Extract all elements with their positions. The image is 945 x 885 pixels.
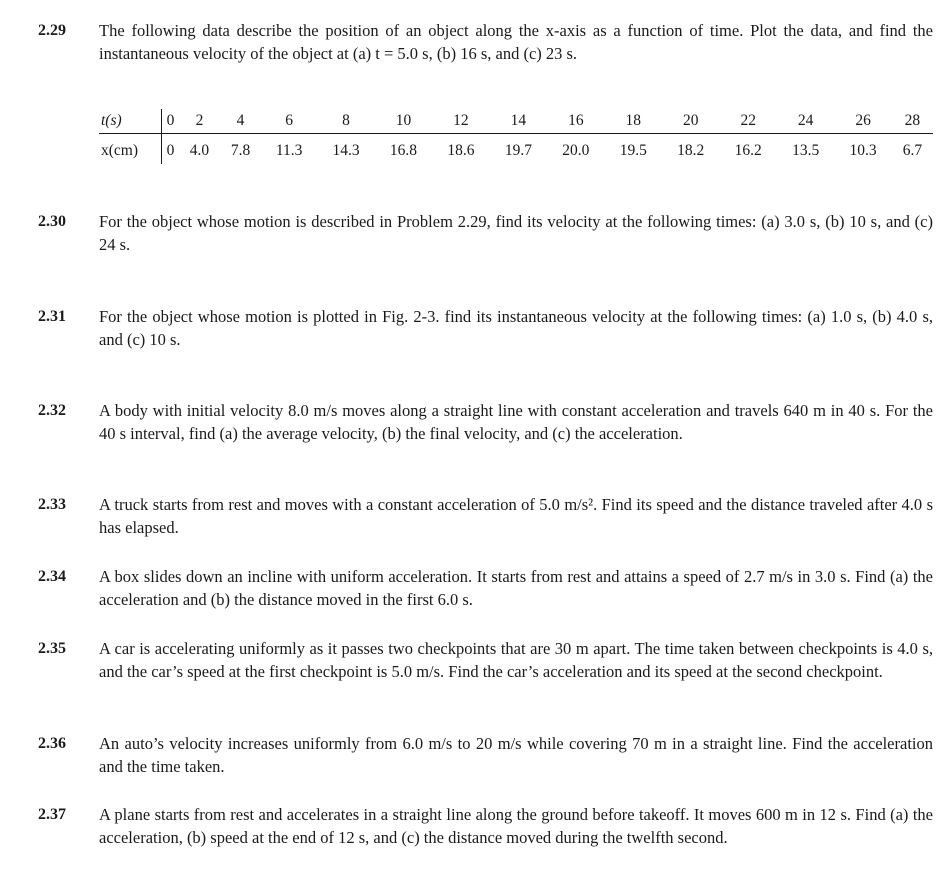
- table-cell: 0: [162, 109, 179, 134]
- problem-number: 2.37: [38, 806, 66, 823]
- problem-number: 2.30: [38, 213, 66, 230]
- table-cell: 7.8: [230, 142, 251, 159]
- table-cell: 24: [777, 109, 834, 134]
- time-header: t(s): [99, 109, 162, 134]
- position-header: x(cm): [99, 134, 162, 165]
- problem-text: A truck starts from rest and moves with a constant acceleration of 5.0 m/s². Find its speed and the distance traveled after 4.0 s has elapsed.: [99, 495, 933, 537]
- problem-text: A car is accelerating uniformly as it passes two checkpoints that are 30 m apart. The time taken between checkpoints is 4.0 s, and the car’s speed at the first checkpoint is 5.0 m/s. Find the car’s acceleration and its speed at the second checkpoint.: [99, 639, 933, 681]
- table-cell: 4.0: [189, 142, 210, 159]
- table-cell: 22: [719, 109, 776, 134]
- table-cell: 8: [317, 109, 374, 134]
- table-cell: 11.3: [275, 142, 303, 159]
- problem-text: A plane starts from rest and accelerates in a straight line along the ground before takeoff. It moves 600 m in 12 s. Find (a) the acceleration, (b) speed at the end of 12 s, and (c) the distance moved during the twelfth second.: [99, 805, 933, 847]
- table-cell: 16.2: [734, 142, 762, 159]
- problem-text: A body with initial velocity 8.0 m/s moves along a straight line with constant acceleration and travels 640 m in 40 s. For the 40 s interval, find (a) the average velocity, (b) the final velocity, and (c) the acceleration.: [99, 401, 933, 443]
- table-cell: 20: [662, 109, 719, 134]
- table-cell: 2: [179, 109, 220, 134]
- table-cell: 10.3: [849, 142, 877, 159]
- problem-number: 2.36: [38, 735, 66, 752]
- problem-number: 2.31: [38, 308, 66, 325]
- problem-text: For the object whose motion is described in Problem 2.29, find its velocity at the following times: (a) 3.0 s, (b) 10 s, and (c) 24 s.: [99, 212, 933, 254]
- table-cell: 26: [834, 109, 891, 134]
- table-cell: 18.2: [677, 142, 705, 159]
- table-cell: 18.6: [447, 142, 475, 159]
- table-cell: 4: [220, 109, 261, 134]
- problem-number: 2.33: [38, 496, 66, 513]
- table-cell: 28: [892, 109, 933, 134]
- table-cell: 13.5: [792, 142, 820, 159]
- problem-number: 2.35: [38, 640, 66, 657]
- problem-text: A box slides down an incline with uniform acceleration. It starts from rest and attains a speed of 2.7 m/s in 3.0 s. Find (a) the acceleration and (b) the distance moved in the first 6.0 s.: [99, 567, 933, 609]
- table-cell: 14: [490, 109, 547, 134]
- table-cell: 18: [605, 109, 662, 134]
- table-cell: 19.7: [504, 142, 532, 159]
- problem-text: For the object whose motion is plotted in Fig. 2-3. find its instantaneous velocity at the following times: (a) 1.0 s, (b) 4.0 s, and (c) 10 s.: [99, 307, 933, 349]
- table-cell: 19.5: [619, 142, 647, 159]
- problem-text: An auto’s velocity increases uniformly from 6.0 m/s to 20 m/s while covering 70 m in a straight line. Find the acceleration and the time taken.: [99, 734, 933, 776]
- table-cell: 12: [432, 109, 489, 134]
- table-cell: 16.8: [389, 142, 418, 159]
- table-row-time: [99, 109, 933, 134]
- table-cell: 10: [375, 109, 432, 134]
- problem-text: The following data describe the position of an object along the x-axis as a function of time. Plot the data, and find the instantaneous velocity of the object at (a) t = 5.0 s, (b) 16 s, and (c) 23 s.: [99, 21, 933, 63]
- problem-number: 2.32: [38, 402, 66, 419]
- table-row-position: [99, 134, 933, 165]
- table-cell: 0: [166, 142, 175, 159]
- table-cell: 16: [547, 109, 604, 134]
- table-cell: 6.7: [902, 142, 923, 159]
- problem-number: 2.34: [38, 568, 66, 585]
- table-cell: 20.0: [562, 142, 590, 159]
- problem-number: 2.29: [38, 22, 66, 39]
- position-time-table: [99, 109, 933, 164]
- table-cell: 6: [261, 109, 317, 134]
- table-cell: 14.3: [332, 142, 360, 159]
